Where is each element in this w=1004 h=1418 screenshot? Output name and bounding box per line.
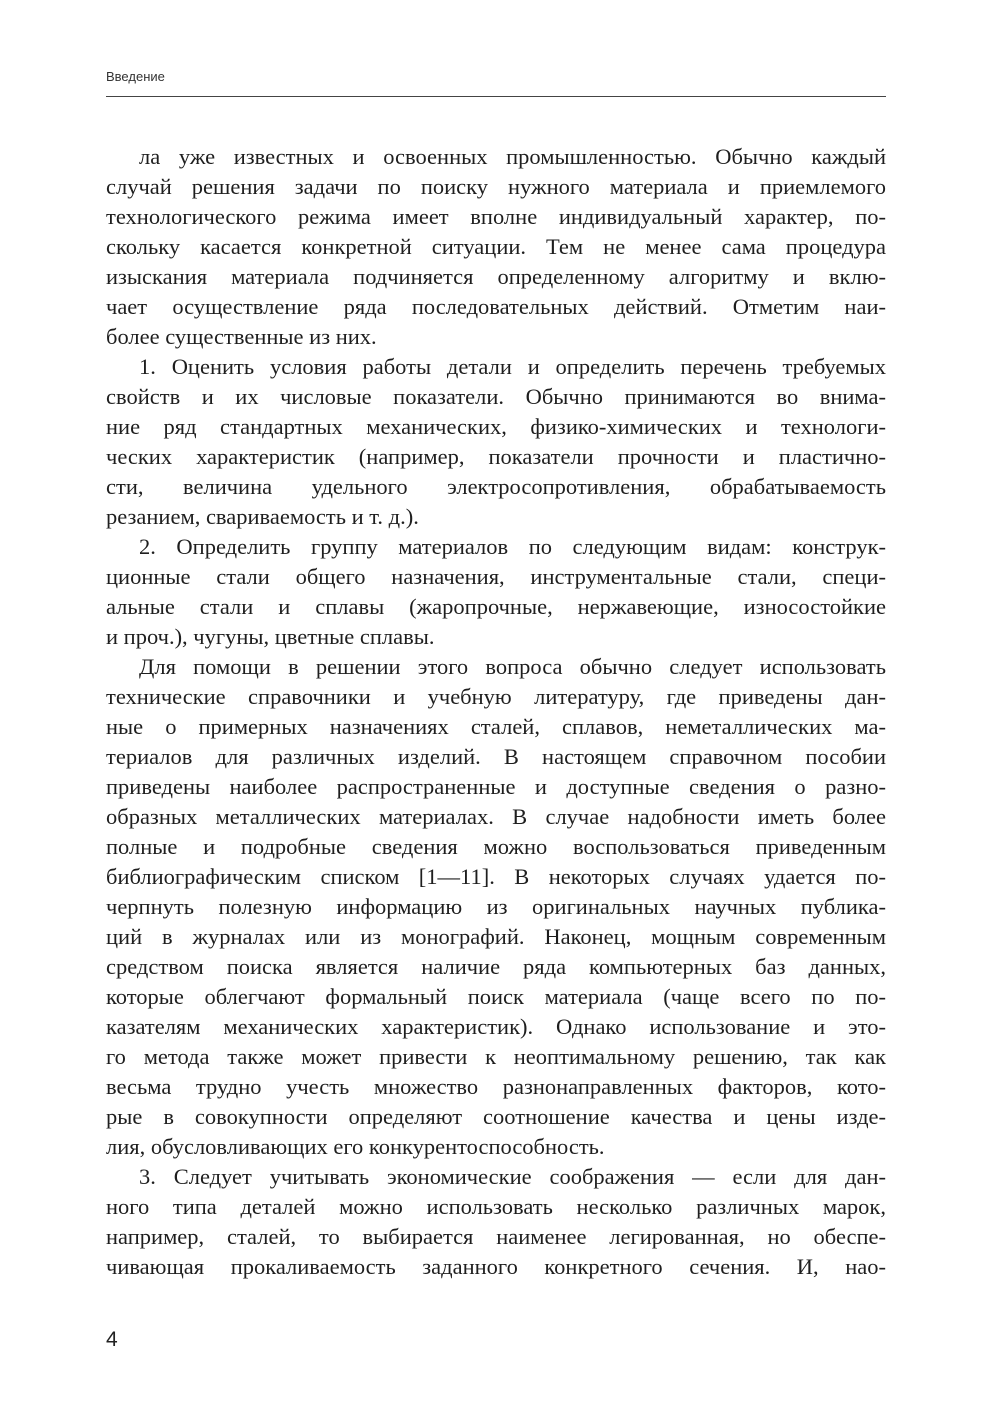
- text-line: сти, величина удельного электросопротивления, обрабатываемость: [106, 474, 886, 499]
- running-header: Введение: [106, 69, 165, 84]
- text-line: которые облегчают формальный поиск материала (чаще всего по по-: [106, 984, 886, 1009]
- text-line: технологического режима имеет вполне индивидуальный характер, по-: [106, 204, 886, 229]
- text-line: образных металлических материалах. В случае надобности иметь более: [106, 804, 886, 829]
- text-line: ла уже известных и освоенных промышленностью. Обычно каждый: [139, 144, 886, 169]
- text-line: 1. Оценить условия работы детали и определить перечень требуемых: [139, 354, 886, 379]
- text-line: ного типа деталей можно использовать несколько различных марок,: [106, 1194, 886, 1219]
- text-line: го метода также может привести к неоптимальному решению, так как: [106, 1044, 886, 1069]
- text-line: альные стали и сплавы (жаропрочные, нержавеющие, износостойкие: [106, 594, 886, 619]
- text-line: териалов для различных изделий. В настоящем справочном пособии: [106, 744, 886, 769]
- text-line: казателям механических характеристик). Однако использование и это-: [106, 1014, 886, 1039]
- text-line: Для помощи в решении этого вопроса обычно следует использовать: [139, 654, 886, 679]
- text-line: черпнуть полезную информацию из оригинальных научных публика-: [106, 894, 886, 919]
- text-line: ные о примерных назначениях сталей, сплавов, неметаллических ма-: [106, 714, 886, 739]
- text-line: ций в журналах или из монографий. Наконец, мощным современным: [106, 924, 886, 949]
- text-line: чивающая прокаливаемость заданного конкретного сечения. И, нао-: [106, 1254, 886, 1279]
- page-number: 4: [106, 1328, 118, 1351]
- header-rule: [106, 96, 886, 97]
- text-line: и проч.), чугуны, цветные сплавы.: [106, 624, 435, 649]
- text-line: средством поиска является наличие ряда компьютерных баз данных,: [106, 954, 886, 979]
- text-line: случай решения задачи по поиску нужного материала и приемлемого: [106, 174, 886, 199]
- text-line: ционные стали общего назначения, инструментальные стали, специ-: [106, 564, 886, 589]
- text-line: резанием, свариваемость и т. д.).: [106, 504, 419, 529]
- paragraph-5: [106, 1162, 886, 1282]
- paragraph-4: [106, 652, 886, 1162]
- text-line: чает осуществление ряда последовательных действий. Отметим наи-: [106, 294, 886, 319]
- text-line: рые в совокупности определяют соотношение качества и цены изде-: [106, 1104, 886, 1129]
- text-line: 3. Следует учитывать экономические соображения — если для дан-: [139, 1164, 886, 1189]
- text-line: лия, обусловливающих его конкурентоспособность.: [106, 1134, 605, 1159]
- text-line: полные и подробные сведения можно воспользоваться приведенным: [106, 834, 886, 859]
- text-line: скольку касается конкретной ситуации. Тем не менее сама процедура: [106, 234, 886, 259]
- text-line: приведены наиболее распространенные и доступные сведения о разно-: [106, 774, 886, 799]
- text-line: ние ряд стандартных механических, физико-химических и технологи-: [106, 414, 886, 439]
- text-line: например, сталей, то выбирается наименее легированная, но обеспе-: [106, 1224, 886, 1249]
- body-text: [106, 142, 886, 1282]
- text-line: технические справочники и учебную литературу, где приведены дан-: [106, 684, 886, 709]
- text-line: изыскания материала подчиняется определенному алгоритму и вклю-: [106, 264, 886, 289]
- paragraph-1: [106, 142, 886, 352]
- text-line: более существенные из них.: [106, 324, 377, 349]
- text-line: 2. Определить группу материалов по следующим видам: конструк-: [139, 534, 886, 559]
- text-line: весьма трудно учесть множество разнонаправленных факторов, кото-: [106, 1074, 886, 1099]
- text-line: ческих характеристик (например, показатели прочности и пластично-: [106, 444, 886, 469]
- text-line: библиографическим списком [1—11]. В некоторых случаях удается по-: [106, 864, 886, 889]
- paragraph-2: [106, 352, 886, 532]
- text-line: свойств и их числовые показатели. Обычно принимаются во внима-: [106, 384, 886, 409]
- paragraph-3: [106, 532, 886, 652]
